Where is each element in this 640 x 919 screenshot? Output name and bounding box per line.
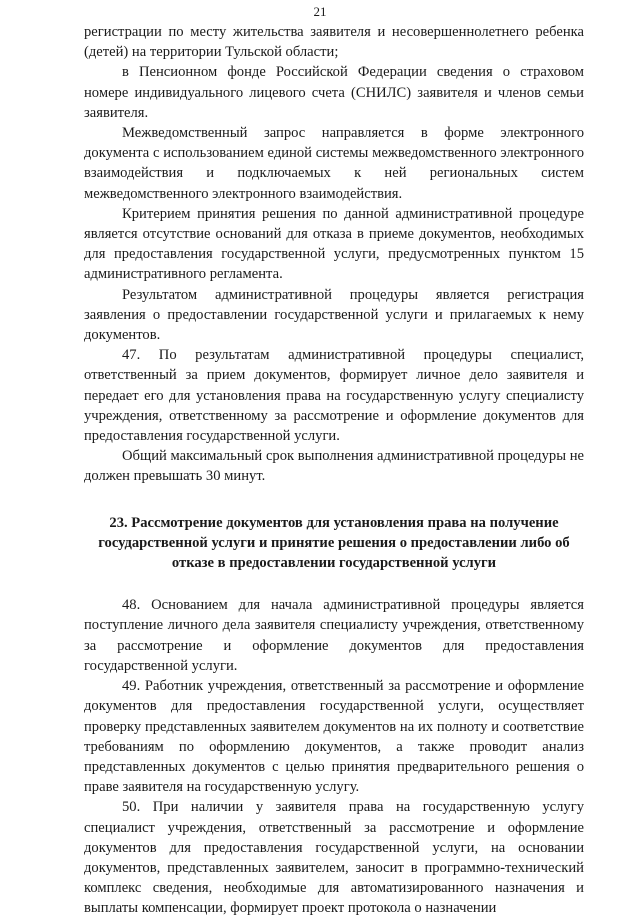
paragraph-bottom-2: 50. При наличии у заявителя права на государственную услугу специалист учреждения, ответственный за рассмотрение и оформление документов для предоставления государственной услуги, на основании документов, представленных заявителем, заносит в программно-технический комплекс сведения, необходимые для автоматизированного назначения и выплаты компенсации, формирует проект протокола о назначении [84, 799, 584, 917]
document-body [84, 22, 584, 919]
paragraph-top-5: 47. По результатам административной процедуры специалист, ответственный за прием документов, формирует личное дело заявителя и передает его для установления права на государственную услугу специалисту учреждения, ответственному за рассмотрение и оформление документов для предоставления государственной услуги. [84, 347, 584, 445]
paragraph-top-4: Результатом административной процедуры является регистрация заявления о предоставлении государственной услуги и прилагаемых к нему документов. [84, 286, 584, 344]
paragraph-top-6: Общий максимальный срок выполнения административной процедуры не должен превышать 30 минут. [84, 448, 584, 485]
paragraph-top-0: регистрации по месту жительства заявителя и несовершеннолетнего ребенка (детей) на территории Тульской области; [84, 24, 584, 61]
paragraph-bottom-1: 49. Работник учреждения, ответственный за рассмотрение и оформление документов для предоставления государственной услуги, осуществляет проверку представленных заявителем документов на их полноту и соответствие требованиям по оформлению документов, а также проводит анализ представленных документов с целью принятия предварительного решения о праве заявителя на государственную услугу. [84, 678, 584, 796]
section-heading: 23. Рассмотрение документов для установления права на получение государственной услуги и принятие решения о предоставлении либо об отказе в предоставлении государственной услуги [98, 514, 570, 572]
paragraph-top-2: Межведомственный запрос направляется в форме электронного документа с использованием единой системы межведомственного электронного взаимодействия и подключаемых к ней региональных систем межведомственного электронного взаимодействия. [84, 125, 584, 202]
paragraph-bottom-0: 48. Основанием для начала административной процедуры является поступление личного дела заявителя специалисту учреждения, ответственному за рассмотрение и оформление документов для предоставления государственной услуги. [84, 597, 584, 674]
paragraph-top-1: в Пенсионном фонде Российской Федерации сведения о страховом номере индивидуального лицевого счета (СНИЛС) заявителя и членов семьи заявителя. [84, 64, 584, 121]
page-number: 21 [313, 4, 327, 19]
paragraph-top-3: Критерием принятия решения по данной административной процедуре является отсутствие оснований для отказа в приеме документов, необходимых для предоставления государственной услуги, предусмотренных пунктом 15 административного регламента. [84, 205, 584, 283]
